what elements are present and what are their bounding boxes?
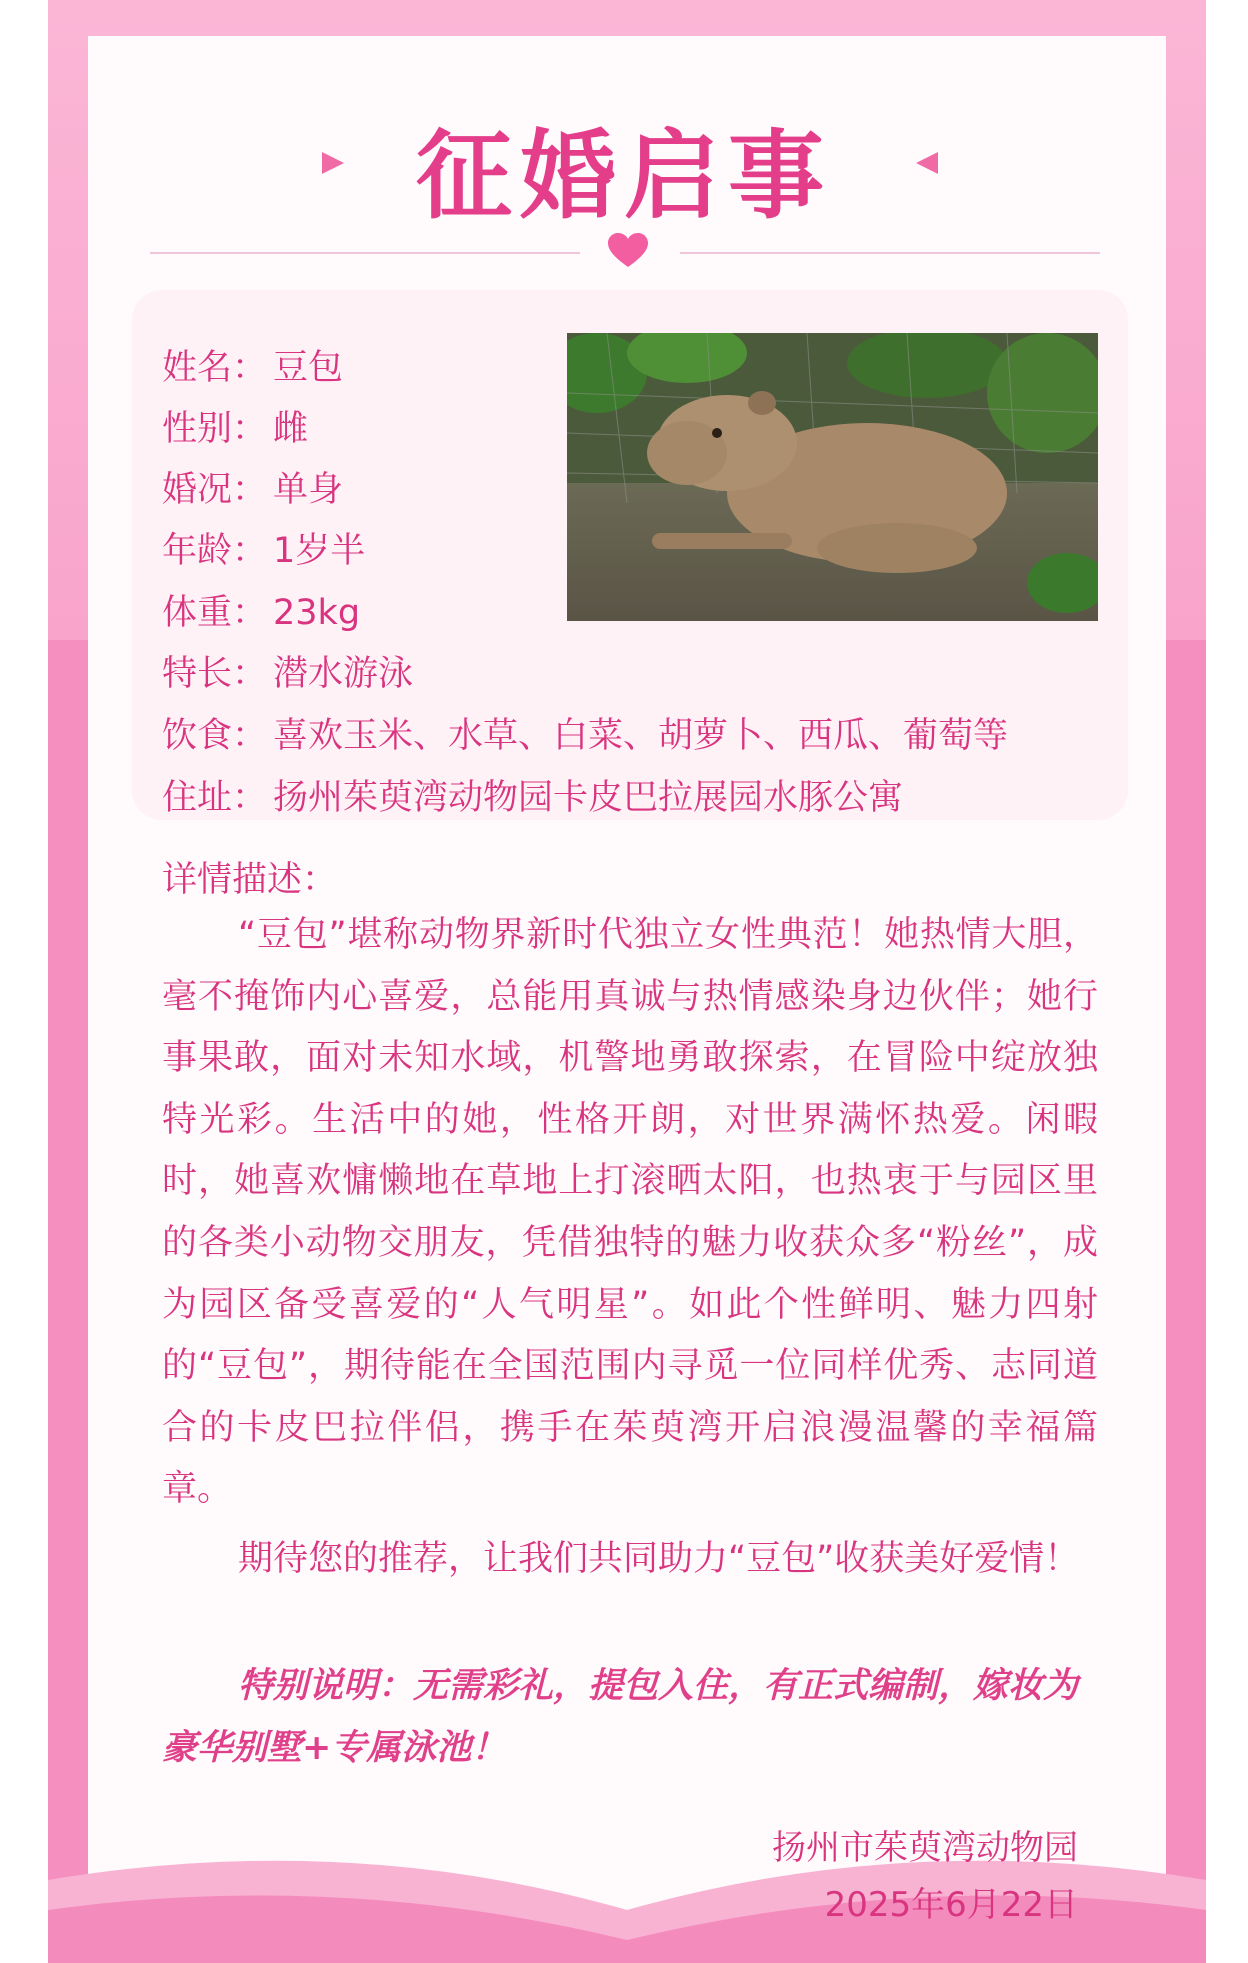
divider-right [680,252,1100,254]
signature-org: 扬州市茱萸湾动物园 [772,1828,1078,1868]
profile-address: 住址： 扬州茱萸湾动物园卡皮巴拉展园水豚公寓 [162,778,904,818]
profile-gender: 性别： 雌 [162,409,309,449]
description-paragraph-1: “豆包”堪称动物界新时代独立女性典范！她热情大胆，毫不掩饰内心喜爱，总能用真诚与热情感染身边伙伴；她行事果敢，面对未知水域，机警地勇敢探索，在冒险中绽放独特光彩。生活中的她，性格开朗，对世界满怀热爱。闲暇时，她喜欢慵懒地在草地上打滚晒太阳，也热衷于与园区里的各类小动物交朋友，凭借独特的魅力收获众多“粉丝”，成为园区备受喜爱的“人气明星”。如此个性鲜明、魅力四射的“豆包”，期待能在全国范围内寻觅一位同样优秀、志同道合的卡皮巴拉伴侣，携手在茱萸湾开启浪漫温馨的幸福篇章。 [162,915,1098,1510]
triangle-left-icon [912,148,942,178]
profile-diet: 饮食： 喜欢玉米、水草、白菜、胡萝卜、西瓜、葡萄等 [162,716,1009,756]
profile-age: 年龄： 1岁半 [162,531,366,571]
divider-left [150,252,580,254]
description-paragraph-2: 期待您的推荐，让我们共同助力“豆包”收获美好爱情！ [238,1539,1080,1579]
profile-specialty: 特长： 潜水游泳 [162,654,414,694]
description-title: 详情描述： [162,860,338,900]
profile-weight: 体重： 23kg [162,593,361,633]
profile-name: 姓名： 豆包 [162,348,344,388]
page-title: 征婚启事 [416,119,832,232]
signature-date: 2025年6月22日 [824,1885,1078,1925]
heart-icon [608,233,648,269]
profile-marital-status: 婚况： 单身 [162,470,344,510]
capybara-photo [567,333,1098,621]
special-note: 特别说明：无需彩礼，提包入住，有正式编制，嫁妆为豪华别墅+专属泳池！ [162,1666,1079,1768]
